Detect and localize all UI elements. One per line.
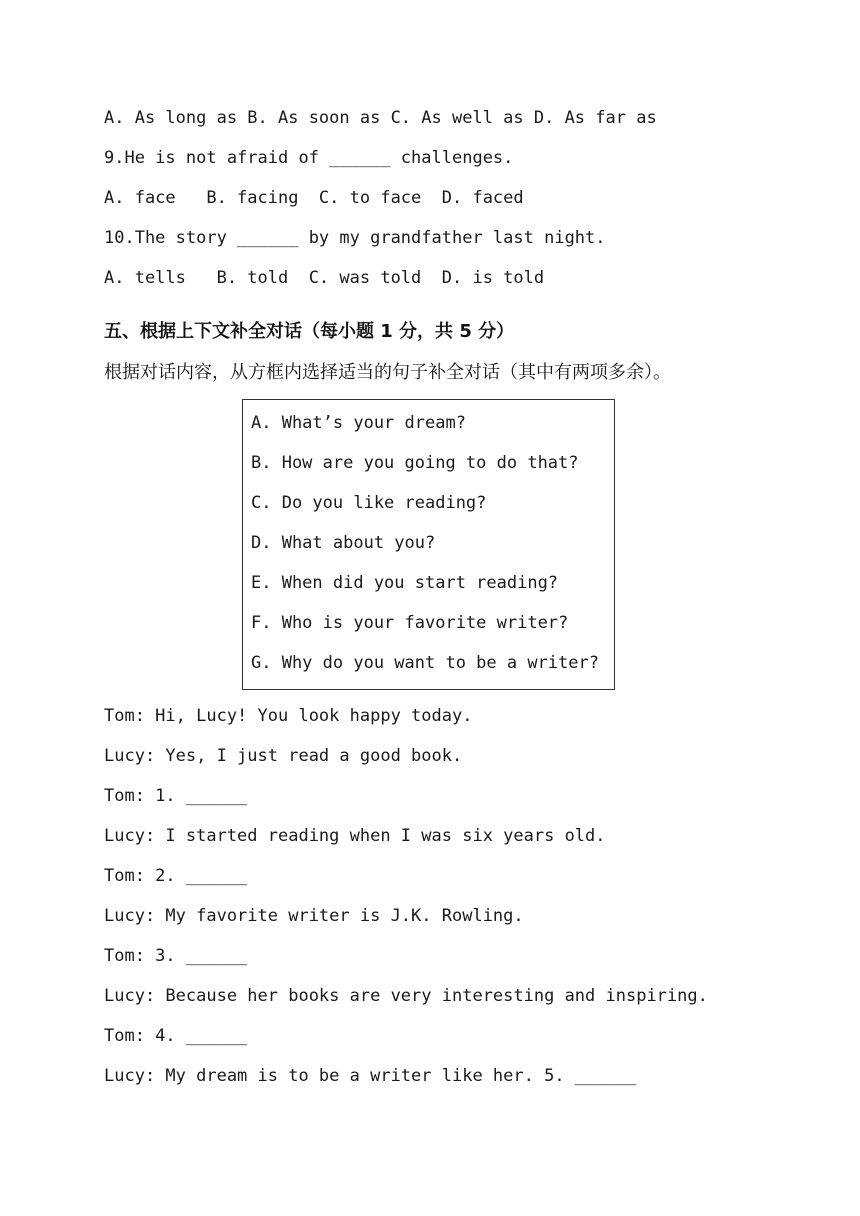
option-c: C. Do you like reading?	[251, 493, 487, 513]
dialogue-line-4: Lucy: I started reading when I was six years old.	[104, 826, 606, 846]
dialogue-line-6: Lucy: My favorite writer is J.K. Rowling.	[104, 906, 524, 926]
dialogue-line-9: Tom: 4. ______	[104, 1026, 248, 1046]
options-box	[242, 399, 615, 690]
option-e: E. When did you start reading?	[251, 573, 559, 593]
q9-options: A. face B. facing C. to face D. faced	[104, 188, 524, 208]
dialogue-line-8: Lucy: Because her books are very interesting and inspiring.	[104, 986, 708, 1006]
dialogue-line-7: Tom: 3. ______	[104, 946, 248, 966]
q8-options: A. As long as B. As soon as C. As well as D. As far as	[104, 108, 657, 128]
dialogue-line-1: Tom: Hi, Lucy! You look happy today.	[104, 706, 473, 726]
section-heading: 五、根据上下文补全对话（每小题 1 分，共 5 分）	[104, 321, 515, 342]
option-g: G. Why do you want to be a writer?	[251, 653, 599, 673]
option-d: D. What about you?	[251, 533, 436, 553]
option-b: B. How are you going to do that?	[251, 453, 579, 473]
dialogue-line-10: Lucy: My dream is to be a writer like her. 5. ______	[104, 1066, 637, 1086]
q10-options: A. tells B. told C. was told D. is told	[104, 268, 545, 288]
dialogue-line-3: Tom: 1. ______	[104, 786, 248, 806]
dialogue-line-5: Tom: 2. ______	[104, 866, 248, 886]
section-instruction: 根据对话内容，从方框内选择适当的句子补全对话（其中有两项多余）。	[104, 362, 671, 383]
dialogue-line-2: Lucy: Yes, I just read a good book.	[104, 746, 463, 766]
q9-stem: 9.He is not afraid of ______ challenges.	[104, 148, 514, 168]
q10-stem: 10.The story ______ by my grandfather last night.	[104, 228, 606, 248]
option-a: A. What’s your dream?	[251, 413, 466, 433]
option-f: F. Who is your favorite writer?	[251, 613, 569, 633]
